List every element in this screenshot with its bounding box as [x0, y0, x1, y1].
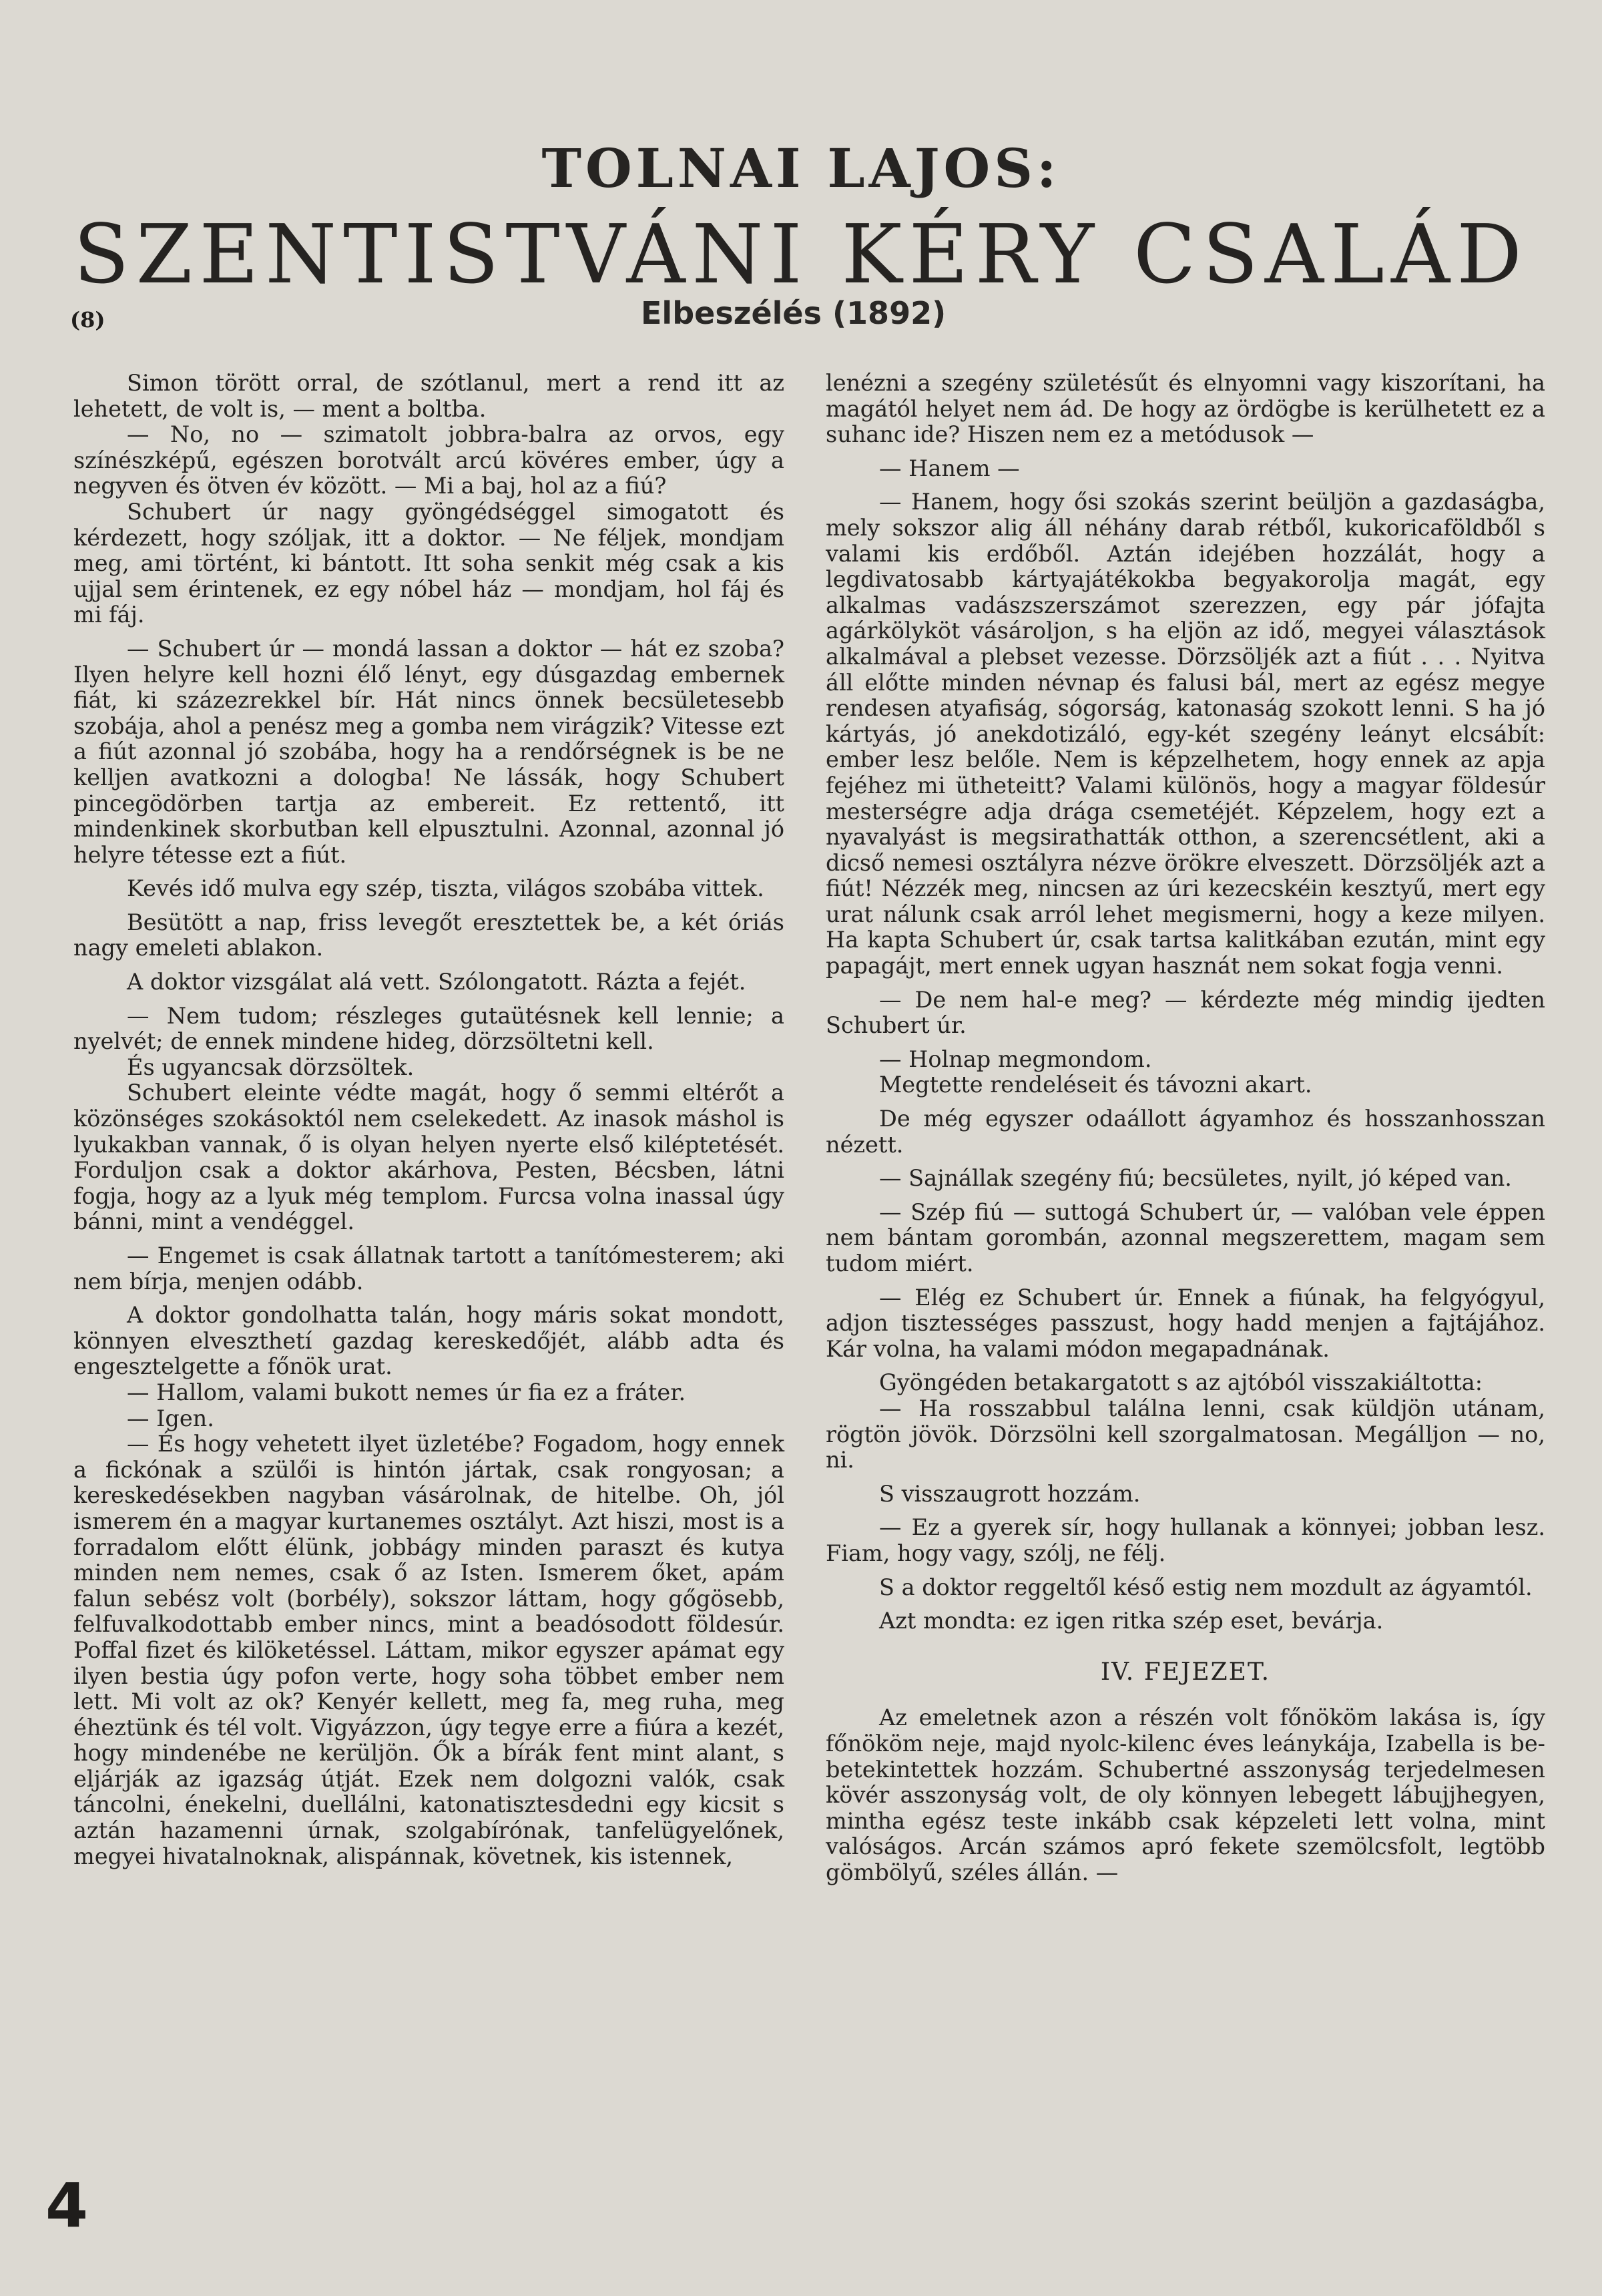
paragraph: S a doktor reggeltől késő estig nem mozdult az ágyamtól. [879, 1574, 1533, 1600]
paragraph: — Sajnállak szegény fiú; becsületes, nyilt, jó képed van. [879, 1165, 1512, 1192]
left-column [73, 371, 784, 1869]
paragraph: — Ez a gyerek sír, hogy hullanak a könnyei; jobban lesz. Fiam, hogy vagy, szólj, ne félj. [826, 1514, 1545, 1566]
paragraph: De még egyszer odaállott ágyamhoz és hosszanhosszan nézett. [826, 1106, 1545, 1158]
paragraph: Az emeletnek azon a részén volt főnököm lakása is, így főnököm neje, majd nyolc-kilenc éves leánykája, Izabella is be-betekintettek hozzám. Schubertné asszonyság terjedelmesen kövér asszonyság volt, de oly könnyen lebegett lábujjhegyen, mintha egész teste inkább csak képzeleti lett volna, mint valóságos. Arcán számos apró fekete szemölcsfolt, legtöbb gömbölyű, széles állán. — [826, 1704, 1545, 1885]
paragraph: — Hanem, hogy ősi szokás szerint beüljön a gazdaságba, mely sokszor alig áll néhány darab rétből, kukoricaföldből s valami kis erdőből. Aztán idejében hozzálát, hogy a legdivatosabb kártyajátékokba begyakorolja magát, egy alkalmas vadászszerszámot szerezzen, egy pár jófajta agárkölyköt vásároljon, s ha eljön az idő, megyei választások alkalmával a plebset vezesse. Dörzsöljék azt a fiút . . . Nyitva áll előtte minden névnap és falusi bál, mert az egész megye rendesen atyafiság, sógorság, katonaság szokott lenni. S ha jó kártyás, jó anekdotizáló, egy-két szegény leányt elcsábít: ember lesz belőle. Nem is képzelhetem, hogy ennek az apja fejéhez mi ütheteitt? Valami különös, hogy a magyar földesúr mesterségre adja drága csemetéjét. Képzelem, hogy ezt a nyavalyást is megsirathatták otthon, a szerencsétlent, aki a dicső nemesi osztályra nézve örökre elveszett. Dörzsöljék azt a fiút! Nézzék meg, nincsen az úri kezecskéin kesztyű, mert egy urat nálunk csak arról lehet megismerni, hogy a keze milyen. Ha kapta Schubert úr, csak tartsa kalitkában ezután, mint egy papagájt, mert ennek ugyan hasznát nem sokat fogja venni. [826, 489, 1545, 979]
paragraph: lenézni a szegény születésűt és elnyomni vagy kiszorítani, ha magától helyet nem ád. De hogy az ördögbe is kerülhetett ez a suhanc ide? Hiszen nem ez a metódusok — [826, 370, 1545, 448]
paragraph: — No, no — szimatolt jobbra-balra az orvos, egy színészképű, egészen borotvált arcú kövéres ember, úgy a negyven és ötven év között. — Mi a baj, hol az a fiú? [73, 421, 784, 499]
story-title: SZENTISTVÁNI KÉRY CSALÁD [73, 207, 1529, 302]
paragraph: Kevés idő mulva egy szép, tiszta, világos szobába vittek. [127, 875, 764, 902]
paragraph: A doktor vizsgálat alá vett. Szólongatott. Rázta a fejét. [127, 969, 746, 995]
paragraph: — Schubert úr — mondá lassan a doktor — hát ez szoba? Ilyen helyre kell hozni élő lényt, egy dúsgazdag embernek fiát, ki százezrekkel bír. Hát nincs önnek becsületesebb szobája, ahol a penész meg a gomba nem virágzik? Vitesse ezt a fiút azonnal jó szobába, hogy ha a rendőrségnek is be ne kelljen avatkozni a dologba! Ne lássák, hogy Schubert pincegödörben tartja az embereit. Ez rettentő, itt mindenkinek skorbutban kell elpusztulni. Azonnal, azonnal jó helyre tétesse ezt a fiút. [73, 635, 784, 868]
paragraph: — Szép fiú — suttogá Schubert úr, — valóban vele éppen nem bántam gorombán, azonnal megszerettem, magam sem tudom miért. [826, 1198, 1545, 1277]
paragraph: Azt mondta: ez igen ritka szép eset, bevárja. [879, 1608, 1384, 1634]
page-number: 4 [45, 2170, 89, 2241]
paragraph: Gyöngéden betakargatott s az ajtóból visszakiáltotta: [879, 1369, 1483, 1396]
paragraph: — Ha rosszabbul találna lenni, csak küldjön utánam, rögtön jövök. Dörzsölni kell szorgalmatosan. Megálljon — no, ni. [826, 1395, 1545, 1473]
paragraph: Schubert úr nagy gyöngédséggel simogatott és kérdezett, hogy szóljak, itt a doktor. — Ne féljek, mondjam meg, ami történt, ki bántott. Itt soha senkit még csak a kis ujjal sem érintenek, ez egy nóbel ház — mondjam, hol fáj és mi fáj. [73, 498, 784, 628]
paragraph: Simon törött orral, de szótlanul, mert a rend itt az lehetett, de volt is, — ment a boltba. [73, 370, 784, 422]
paragraph: — Hanem — [879, 455, 1020, 481]
paragraph: S visszaugrott hozzám. [879, 1480, 1141, 1507]
paragraph: És ugyancsak dörzsöltek. [127, 1054, 415, 1080]
paragraph: — Igen. [127, 1405, 214, 1431]
paragraph: — Hallom, valami bukott nemes úr fia ez a fráter. [127, 1379, 686, 1405]
paragraph: Besütött a nap, friss levegőt eresztettek be, a két óriás nagy emeleti ablakon. [73, 909, 784, 961]
installment-number: (8) [70, 307, 105, 332]
paragraph: Megtette rendeléseit és távozni akart. [879, 1072, 1312, 1098]
paragraph: — Elég ez Schubert úr. Ennek a fiúnak, ha felgyógyul, adjon tisztességes passzust, hogy hadd menjen a fajtájához. Kár volna, ha valami módon megapadnának. [826, 1284, 1545, 1362]
author-heading: TOLNAI LAJOS: [541, 137, 1061, 200]
paragraph: — Nem tudom; részleges gutaütésnek kell lennie; a nyelvét; de ennek mindene hideg, dörzsöltetni kell. [73, 1002, 784, 1055]
story-subtitle: Elbeszélés (1892) [641, 295, 947, 331]
chapter-heading: IV. FEJEZET. [1100, 1658, 1271, 1686]
paragraph: A doktor gondolhatta talán, hogy máris sokat mondott, könnyen elveszthetí gazdag kereskedőjét, alább adta és engesztelgette a főnök urat. [73, 1302, 784, 1380]
paragraph: — És hogy vehetett ilyet üzletébe? Fogadom, hogy ennek a fickónak a szülői is hintón jártak, csak rongyosan; a kereskedésekben nagyban vásárolnak, de hitelbe. Oh, jól ismerem én a magyar kurtanemes osztályt. Azt hiszi, most is a forradalom előtt élünk, jobbágy minden paraszt és kutya minden nem nemes, csak ő az Isten. Ismerem őket, apám falun sebész volt (borbély), sokszor láttam, hogy gőgösebb, felfuvalkodottabb ember nincs, mint a beadósodott földesúr. Poffal fizet és kilöketéssel. Láttam, mikor egyszer apámat egy ilyen bestia úgy pofon verte, hogy soha többet ember nem lett. Mi volt az ok? Kenyér kellett, meg fa, meg ruha, meg éheztünk és tél volt. Vigyázzon, úgy tegye erre a fiúra a kezét, hogy mindenébe ne kerüljön. Ők a bírák fent mint alant, s eljárják az igazság útját. Ezek nem dolgozni valók, csak táncolni, énekelni, duellálni, katonatisztesdedni egy kicsit s aztán hazamenni úrnak, szolgabírónak, tanfelügyelőnek, megyei hivatalnoknak, alispánnak, követnek, kis istennek, [73, 1431, 784, 1869]
paragraph: — Holnap megmondom. [879, 1046, 1152, 1072]
right-column [826, 371, 1545, 1885]
paragraph: — De nem hal-e meg? — kérdezte még mindig ijedten Schubert úr. [826, 986, 1545, 1039]
paragraph: Schubert eleinte védte magát, hogy ő semmi eltérőt a közönséges szokásoktól nem cselekedett. Az inasok máshol is lyukakban vannak, ő is olyan helyen nyerte első kiléptetését. Forduljon csak a doktor akárhova, Pesten, Bécsben, látni fogja, hogy az a lyuk még templom. Furcsa volna inassal úgy bánni, mint a vendéggel. [73, 1080, 784, 1235]
paragraph: — Engemet is csak állatnak tartott a tanítómesterem; aki nem bírja, menjen odább. [73, 1242, 784, 1295]
